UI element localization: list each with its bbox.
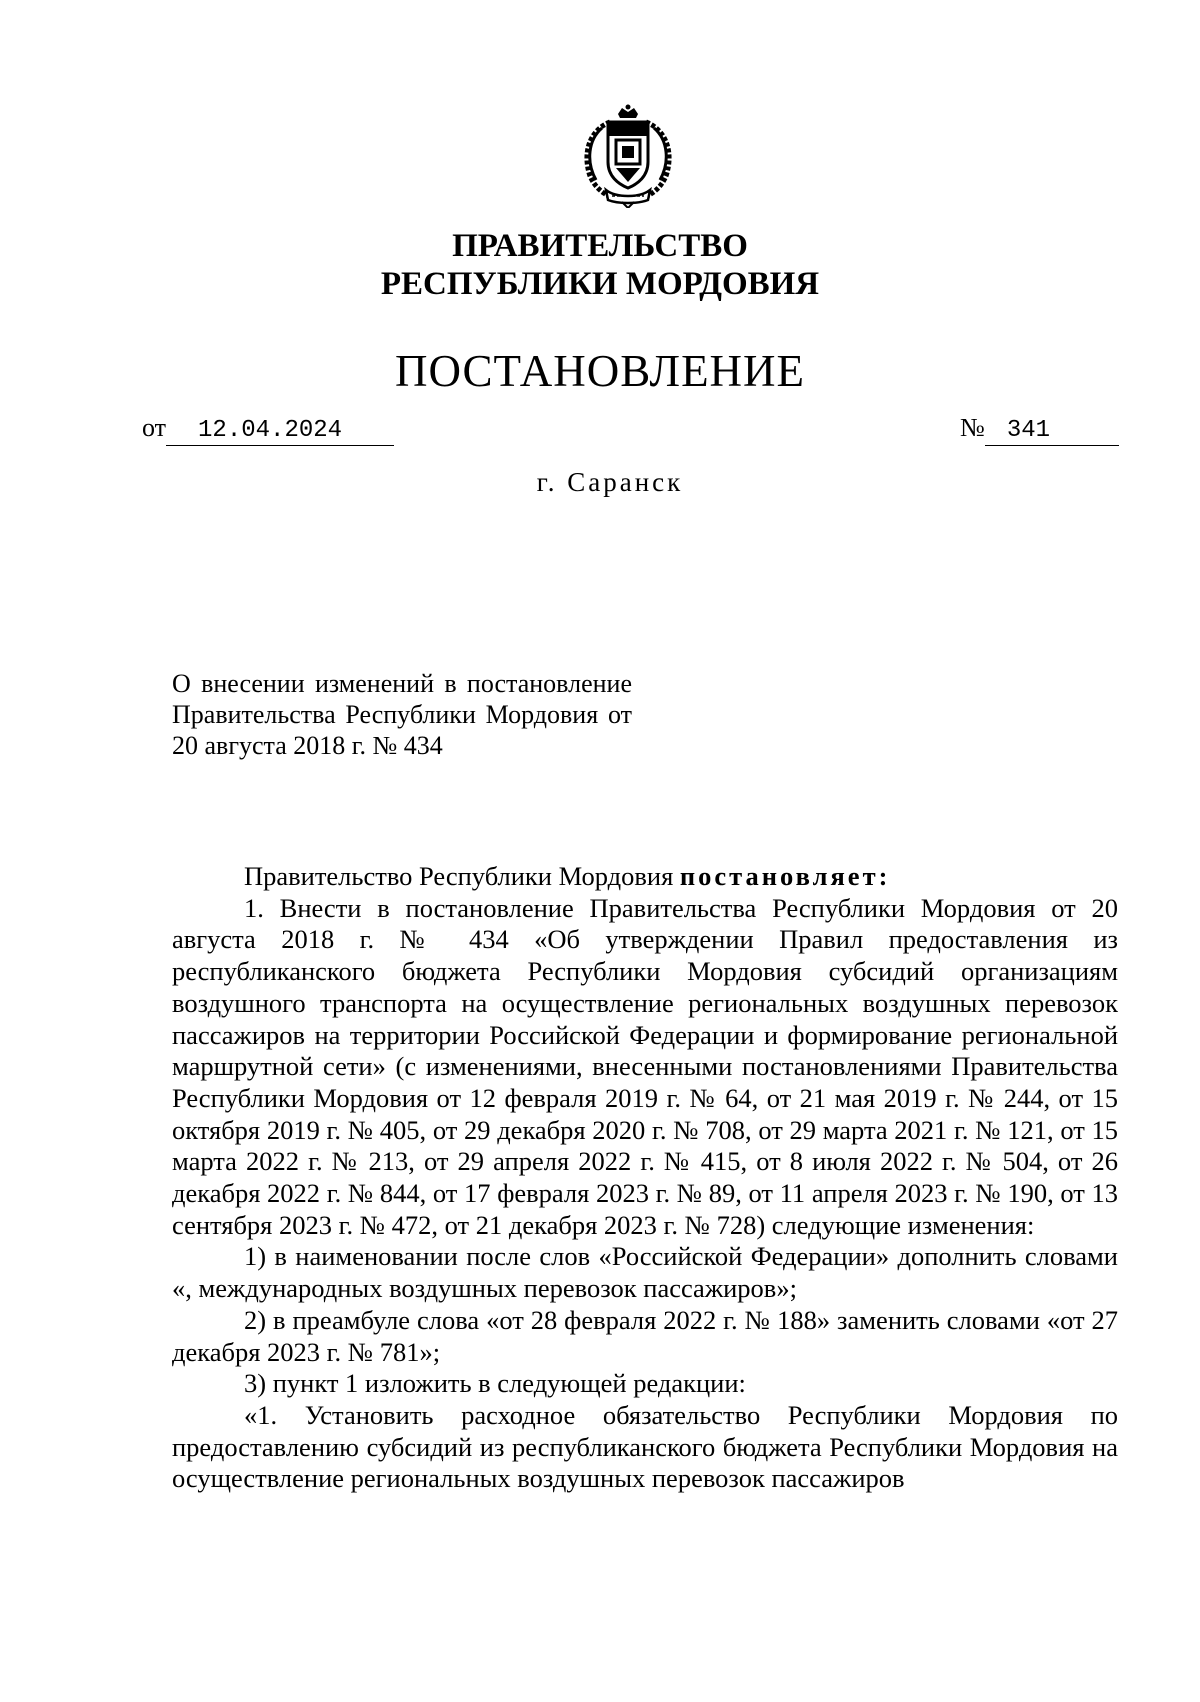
- document-type-title: ПОСТАНОВЛЕНИЕ: [394, 346, 806, 396]
- body-paragraph-4: 3) пункт 1 изложить в следующей редакции:: [244, 1368, 746, 1399]
- preamble-keyword: постановляет:: [679, 861, 891, 891]
- body-paragraph-3: 2) в преамбуле слова «от 28 февраля 2022 г. № 188» заменить словами «от 27 декабря 2023 г. № 781»;: [172, 1304, 1118, 1367]
- preamble-text: Правительство Республики Мордовия: [244, 861, 680, 891]
- coat-of-arms-mordovia-icon: [572, 104, 684, 208]
- document-date: [142, 412, 394, 446]
- city-name: г. Саранск: [536, 467, 684, 497]
- body-paragraph-2: 1) в наименовании после слов «Российской Федерации» дополнить словами «, международных воздушных перевозок пассажиров»;: [172, 1241, 1118, 1304]
- number-value: 341: [985, 417, 1119, 446]
- body-paragraph-1: 1. Внести в постановление Правительства Республики Мордовия от 20 августа 2018 г. № 434 «Об утверждении Правил предоставления из республиканского бюджета Республики Мордовия субсидий организациям воздушного транспорта на осуществление региональных воздушных перевозок пассажиров на территории Российской Федерации и формирование региональной маршрутной сети» (с изменениями, внесенными постановлениями Правительства Республики Мордовия от 12 февраля 2019 г. № 64, от 21 мая 2019 г. № 244, от 15 октября 2019 г. № 405, от 29 декабря 2020 г. № 708, от 29 марта 2021 г. № 121, от 15 марта 2022 г. № 213, от 29 апреля 2022 г. № 415, от 8 июля 2022 г. № 504, от 26 декабря 2022 г. № 844, от 17 февраля 2023 г. № 89, от 11 апреля 2023 г. № 190, от 13 сентября 2023 г. № 472, от 21 декабря 2023 г. № 728) следующие изменения:: [172, 892, 1118, 1240]
- document-subject: О внесении изменений в постановление Правительства Республики Мордовия от 20 августа 2018 г. № 434: [172, 669, 632, 760]
- government-name-line-2: РЕСПУБЛИКИ МОРДОВИЯ: [380, 266, 820, 302]
- document-body: [172, 861, 1118, 1495]
- date-prefix: от: [142, 413, 167, 442]
- number-prefix: №: [960, 413, 985, 442]
- body-paragraph-5: «1. Установить расходное обязательство Республики Мордовия по предоставлению субсидий из республиканского бюджета Республики Мордовия на осуществление региональных воздушных перевозок пассажиров: [172, 1399, 1118, 1494]
- document-number: [960, 412, 1119, 446]
- date-value: 12.04.2024: [166, 417, 394, 446]
- government-name-line-1: ПРАВИТЕЛЬСТВО: [452, 228, 748, 264]
- preamble-paragraph: [172, 861, 1118, 893]
